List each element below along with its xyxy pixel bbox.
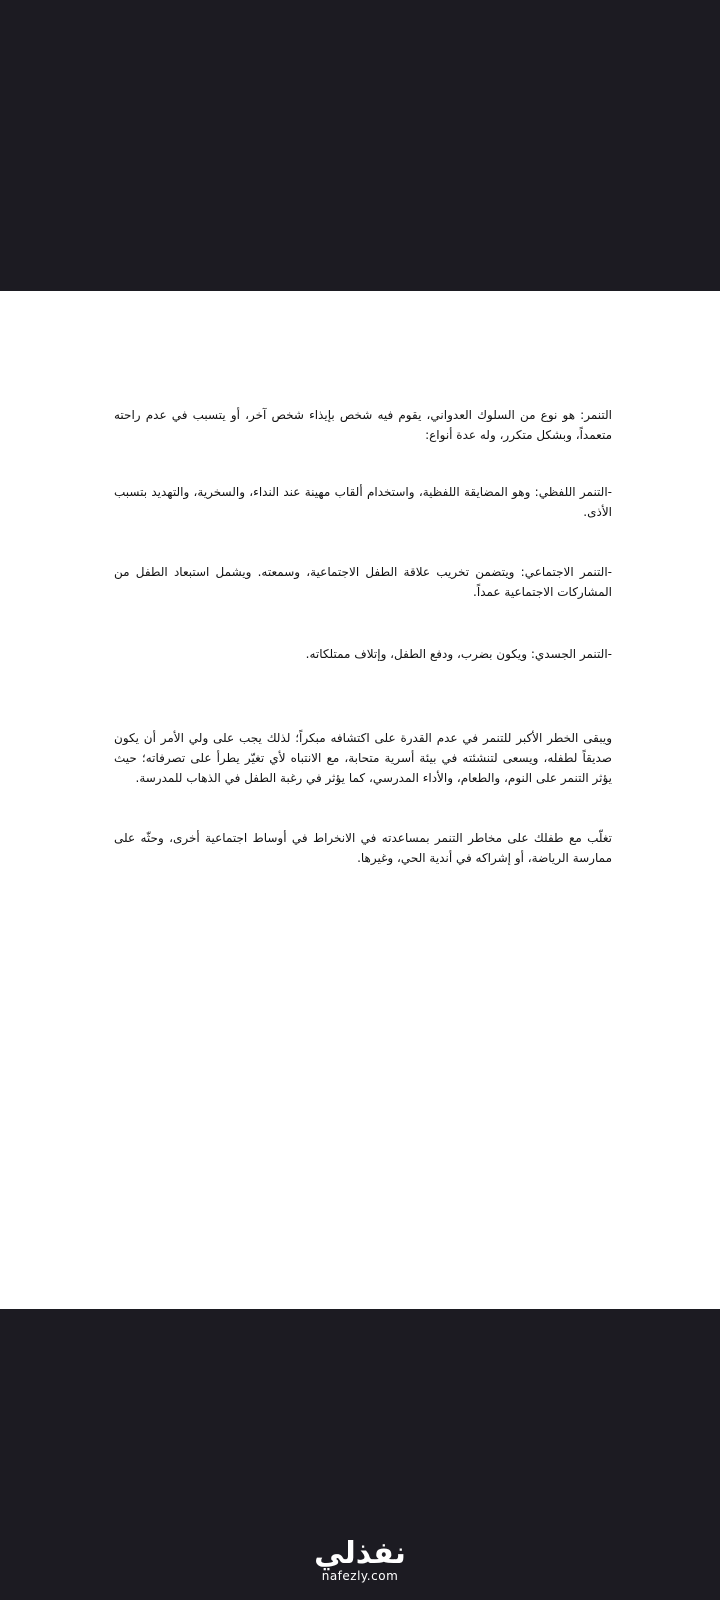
top-dark-band xyxy=(0,0,720,291)
document-body xyxy=(114,405,612,868)
paragraph-verbal-bullying: -التنمر اللفظي: وهو المضايقة اللفظية، واستخدام ألقاب مهينة عند النداء، والسخرية، والتهديد بتسبب الأذى. xyxy=(114,485,612,519)
watermark-name: نفذلي xyxy=(314,1536,406,1571)
paragraph-social-bullying: -التنمر الاجتماعي: ويتضمن تخريب علاقة الطفل الاجتماعية، وسمعته. ويشمل استبعاد الطفل من المشاركات الاجتماعية عمداً. xyxy=(114,565,612,599)
paragraph-overcome: تغلّب مع طفلك على مخاطر التنمر بمساعدته في الانخراط في أوساط اجتماعية أخرى، وحثّه على ممارسة الرياضة، أو إشراكه في أندية الحي، وغيرها. xyxy=(114,831,612,865)
watermark-domain: nafezly.com xyxy=(321,1569,399,1583)
watermark-logo xyxy=(0,1537,720,1583)
paragraph-definition: التنمر: هو نوع من السلوك العدواني، يقوم فيه شخص بإيذاء شخص آخر، أو يتسبب في عدم راحته متعمداً، وبشكل متكرر، وله عدة أنواع: xyxy=(114,408,612,442)
paragraph-greatest-risk: ويبقى الخطر الأكبر للتنمر في عدم القدرة على اكتشافه مبكراً؛ لذلك يجب على ولي الأمر أن يكون صديقاً لطفله، ويسعى لتنشئته في بيئة أسرية متحابة، مع الانتباه لأي تغيّر يطرأ على تصرفاته؛ حيث يؤثر التنمر على النوم، والطعام، والأداء المدرسي، كما يؤثر في رغبة الطفل في الذهاب للمدرسة. xyxy=(114,731,612,785)
document-page xyxy=(0,291,720,1309)
paragraph-physical-bullying: -التنمر الجسدي: ويكون بضرب، ودفع الطفل، وإتلاف ممتلكاته. xyxy=(305,647,612,661)
